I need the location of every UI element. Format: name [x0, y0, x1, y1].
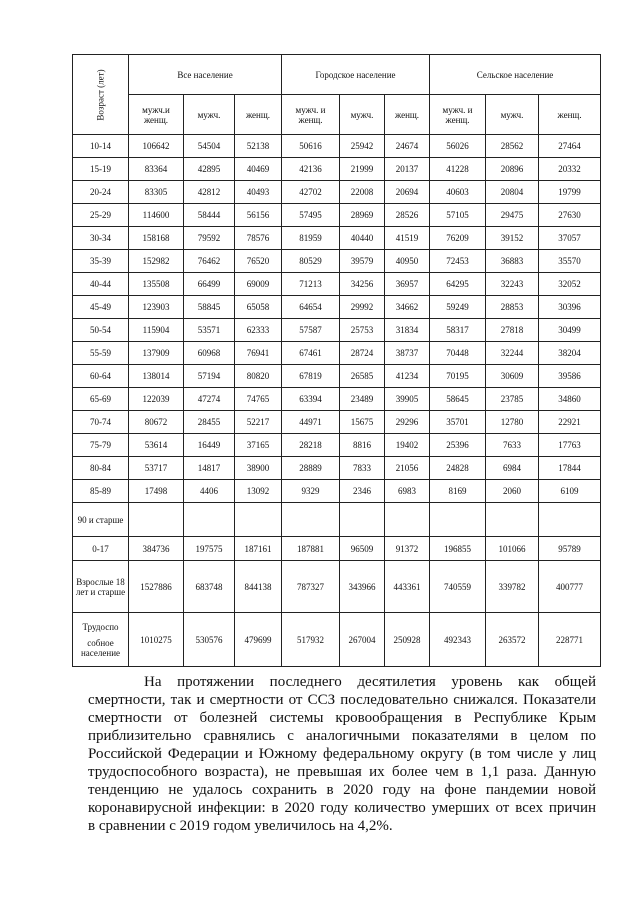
table-cell: 343966 — [340, 561, 385, 613]
table-cell: 21999 — [340, 158, 385, 181]
table-cell: 80672 — [129, 411, 184, 434]
table-cell: 56156 — [235, 204, 282, 227]
table-cell: 1010275 — [129, 613, 184, 667]
age-column-header — [73, 55, 129, 135]
table-cell: 40603 — [430, 181, 486, 204]
table-cell: 80820 — [235, 365, 282, 388]
row-label: 60-64 — [73, 365, 129, 388]
table-cell: 197575 — [184, 537, 235, 561]
table-cell: 479699 — [235, 613, 282, 667]
table-row — [73, 158, 601, 181]
table-cell: 32243 — [486, 273, 539, 296]
table-cell: 38204 — [539, 342, 601, 365]
table-cell: 30609 — [486, 365, 539, 388]
table-cell: 263572 — [486, 613, 539, 667]
table-cell: 17498 — [129, 480, 184, 503]
table-cell: 196855 — [430, 537, 486, 561]
table-cell: 40950 — [385, 250, 430, 273]
subheader: мужч.и женщ. — [129, 95, 184, 135]
table-cell: 228771 — [539, 613, 601, 667]
table-cell: 22921 — [539, 411, 601, 434]
table-cell: 40469 — [235, 158, 282, 181]
table-cell: 21056 — [385, 457, 430, 480]
table-cell: 27464 — [539, 135, 601, 158]
table-row — [73, 434, 601, 457]
row-label: 0-17 — [73, 537, 129, 561]
row-label-top: Трудоспо — [82, 621, 119, 632]
table-cell: 57105 — [430, 204, 486, 227]
table-cell: 50616 — [282, 135, 340, 158]
table-cell: 35570 — [539, 250, 601, 273]
row-label: 15-19 — [73, 158, 129, 181]
table-cell: 41228 — [430, 158, 486, 181]
row-label: 20-24 — [73, 181, 129, 204]
subheader: женщ. — [235, 95, 282, 135]
table-cell: 28724 — [340, 342, 385, 365]
row-label: 70-74 — [73, 411, 129, 434]
table-cell: 9329 — [282, 480, 340, 503]
table-cell: 2060 — [486, 480, 539, 503]
table-row-working-age — [73, 613, 601, 667]
empty-cell — [385, 503, 430, 537]
table-row — [73, 342, 601, 365]
group-header-all: Все население — [129, 55, 282, 95]
table-cell: 38900 — [235, 457, 282, 480]
table-cell: 7833 — [340, 457, 385, 480]
table-cell: 91372 — [385, 537, 430, 561]
table-cell: 40440 — [340, 227, 385, 250]
table-cell: 62333 — [235, 319, 282, 342]
subheader: мужч. и женщ. — [282, 95, 340, 135]
table-cell: 15675 — [340, 411, 385, 434]
table-cell: 339782 — [486, 561, 539, 613]
table-cell: 20694 — [385, 181, 430, 204]
paragraph-line: в сравнении с 2019 годом увеличилось на 4,2%. — [88, 818, 393, 834]
table-cell: 78576 — [235, 227, 282, 250]
table-cell: 106642 — [129, 135, 184, 158]
table-cell: 6984 — [486, 457, 539, 480]
paragraph-line: тенденцию не удалось сохранить в 2020 году на фоне пандемии новой — [88, 782, 596, 798]
table-cell: 36883 — [486, 250, 539, 273]
table-cell: 53571 — [184, 319, 235, 342]
table-row-0-17 — [73, 537, 601, 561]
table-cell: 26585 — [340, 365, 385, 388]
table-cell: 42136 — [282, 158, 340, 181]
table-cell: 83305 — [129, 181, 184, 204]
table-cell: 27818 — [486, 319, 539, 342]
age-header-label: Возраст (лет) — [95, 68, 106, 121]
header-row-groups — [73, 55, 601, 95]
table-cell: 28218 — [282, 434, 340, 457]
row-label — [73, 613, 129, 667]
table-cell: 41234 — [385, 365, 430, 388]
row-label: 30-34 — [73, 227, 129, 250]
subheader: мужч. — [184, 95, 235, 135]
table-cell: 7633 — [486, 434, 539, 457]
table-cell: 17844 — [539, 457, 601, 480]
table-cell: 63394 — [282, 388, 340, 411]
empty-cell — [430, 503, 486, 537]
empty-cell — [486, 503, 539, 537]
table-cell: 58444 — [184, 204, 235, 227]
table-cell: 52217 — [235, 411, 282, 434]
table-cell: 250928 — [385, 613, 430, 667]
table-cell: 517932 — [282, 613, 340, 667]
table-row — [73, 365, 601, 388]
table-cell: 42702 — [282, 181, 340, 204]
row-label: 65-69 — [73, 388, 129, 411]
table-cell: 64295 — [430, 273, 486, 296]
table-cell: 187881 — [282, 537, 340, 561]
table-row-adults — [73, 561, 601, 613]
table-cell: 42895 — [184, 158, 235, 181]
table-cell: 16449 — [184, 434, 235, 457]
table-cell: 96509 — [340, 537, 385, 561]
table-cell: 64654 — [282, 296, 340, 319]
table-row — [73, 319, 601, 342]
table-cell: 58645 — [430, 388, 486, 411]
table-cell: 28455 — [184, 411, 235, 434]
paragraph-line: коронавирусной инфекции: в 2020 году количество умерших от всех причин — [88, 800, 596, 816]
table-cell: 19402 — [385, 434, 430, 457]
table-cell: 25753 — [340, 319, 385, 342]
table-cell: 20804 — [486, 181, 539, 204]
table-cell: 19799 — [539, 181, 601, 204]
table-cell: 80529 — [282, 250, 340, 273]
row-label: 50-54 — [73, 319, 129, 342]
empty-cell — [282, 503, 340, 537]
paragraph-line: смертности от болезней системы кровообращения в Республике Крым — [88, 710, 596, 726]
table-cell: 384736 — [129, 537, 184, 561]
table-row — [73, 273, 601, 296]
table-cell: 740559 — [430, 561, 486, 613]
table-cell: 34256 — [340, 273, 385, 296]
table-cell: 57495 — [282, 204, 340, 227]
table-cell: 2346 — [340, 480, 385, 503]
table-cell: 844138 — [235, 561, 282, 613]
row-label: 75-79 — [73, 434, 129, 457]
table-cell: 25396 — [430, 434, 486, 457]
row-label: 80-84 — [73, 457, 129, 480]
table-cell: 8169 — [430, 480, 486, 503]
table-cell: 54504 — [184, 135, 235, 158]
subheader: мужч. — [340, 95, 385, 135]
table-cell: 683748 — [184, 561, 235, 613]
table-cell: 14817 — [184, 457, 235, 480]
table-cell: 39152 — [486, 227, 539, 250]
table-cell: 115904 — [129, 319, 184, 342]
table-cell: 13092 — [235, 480, 282, 503]
table-cell: 32244 — [486, 342, 539, 365]
empty-cell — [340, 503, 385, 537]
table-cell: 32052 — [539, 273, 601, 296]
table-cell: 40493 — [235, 181, 282, 204]
table-cell: 29992 — [340, 296, 385, 319]
table-cell: 20896 — [486, 158, 539, 181]
table-cell: 158168 — [129, 227, 184, 250]
table-cell: 122039 — [129, 388, 184, 411]
table-cell: 58845 — [184, 296, 235, 319]
paragraph-line: На протяжении последнего десятилетия уровень как общей — [144, 674, 596, 690]
group-header-urban: Городское население — [282, 55, 430, 95]
table-cell: 71213 — [282, 273, 340, 296]
table-cell: 6109 — [539, 480, 601, 503]
table-cell: 28969 — [340, 204, 385, 227]
table-cell: 58317 — [430, 319, 486, 342]
table-cell: 72453 — [430, 250, 486, 273]
table-cell: 52138 — [235, 135, 282, 158]
table-row — [73, 480, 601, 503]
row-label: 35-39 — [73, 250, 129, 273]
body-paragraph — [88, 673, 596, 835]
header-row-sex — [73, 95, 601, 135]
subheader: женщ. — [385, 95, 430, 135]
table-cell: 29475 — [486, 204, 539, 227]
table-cell: 76520 — [235, 250, 282, 273]
table-cell: 39586 — [539, 365, 601, 388]
table-cell: 23785 — [486, 388, 539, 411]
table-row — [73, 457, 601, 480]
table-cell: 4406 — [184, 480, 235, 503]
table-cell: 37165 — [235, 434, 282, 457]
table-cell: 28853 — [486, 296, 539, 319]
row-label: 45-49 — [73, 296, 129, 319]
table-cell: 38737 — [385, 342, 430, 365]
row-label-bottom: собное население — [80, 637, 121, 658]
paragraph-line: Российской Федерации и Южному федеральному округу (в том числе у лиц — [88, 746, 596, 762]
table-cell: 187161 — [235, 537, 282, 561]
table-cell: 56026 — [430, 135, 486, 158]
row-label: 90 и старше — [73, 503, 129, 537]
table-cell: 65058 — [235, 296, 282, 319]
table-cell: 95789 — [539, 537, 601, 561]
subheader: женщ. — [539, 95, 601, 135]
table-row — [73, 388, 601, 411]
paragraph-line: смертности, так и смертности от ССЗ последовательно снижался. Показатели — [88, 692, 596, 708]
table-cell: 30396 — [539, 296, 601, 319]
table-cell: 39579 — [340, 250, 385, 273]
table-cell: 28526 — [385, 204, 430, 227]
table-row — [73, 250, 601, 273]
table-cell: 70448 — [430, 342, 486, 365]
group-header-rural: Сельское население — [430, 55, 601, 95]
table-cell: 67461 — [282, 342, 340, 365]
table-cell: 29296 — [385, 411, 430, 434]
paragraph-line: приблизительно сравнялись с аналогичными показателями в целом по — [88, 728, 596, 744]
table-row — [73, 227, 601, 250]
population-table — [72, 54, 601, 667]
empty-cell — [129, 503, 184, 537]
table-cell: 36957 — [385, 273, 430, 296]
table-row-90-plus — [73, 503, 601, 537]
table-row — [73, 204, 601, 227]
table-cell: 25942 — [340, 135, 385, 158]
table-cell: 53614 — [129, 434, 184, 457]
table-cell: 67819 — [282, 365, 340, 388]
table-cell: 8816 — [340, 434, 385, 457]
row-label: 10-14 — [73, 135, 129, 158]
table-cell: 30499 — [539, 319, 601, 342]
table-cell: 443361 — [385, 561, 430, 613]
table-row — [73, 296, 601, 319]
table-cell: 79592 — [184, 227, 235, 250]
table-cell: 12780 — [486, 411, 539, 434]
table-cell: 28889 — [282, 457, 340, 480]
table-cell: 267004 — [340, 613, 385, 667]
table-cell: 530576 — [184, 613, 235, 667]
table-cell: 53717 — [129, 457, 184, 480]
table-cell: 22008 — [340, 181, 385, 204]
table-cell: 47274 — [184, 388, 235, 411]
table-cell: 6983 — [385, 480, 430, 503]
table-cell: 123903 — [129, 296, 184, 319]
row-label: 55-59 — [73, 342, 129, 365]
table-cell: 42812 — [184, 181, 235, 204]
row-label: Взрослые 18 лет и старше — [73, 561, 129, 613]
table-cell: 31834 — [385, 319, 430, 342]
table-cell: 492343 — [430, 613, 486, 667]
table-cell: 27630 — [539, 204, 601, 227]
table-cell: 37057 — [539, 227, 601, 250]
table-cell: 44971 — [282, 411, 340, 434]
row-label: 25-29 — [73, 204, 129, 227]
table-cell: 20137 — [385, 158, 430, 181]
table-cell: 17763 — [539, 434, 601, 457]
table-cell: 101066 — [486, 537, 539, 561]
table-cell: 138014 — [129, 365, 184, 388]
table-cell: 24674 — [385, 135, 430, 158]
table-cell: 57194 — [184, 365, 235, 388]
table-cell: 76209 — [430, 227, 486, 250]
table-cell: 34662 — [385, 296, 430, 319]
table-cell: 137909 — [129, 342, 184, 365]
table-cell: 83364 — [129, 158, 184, 181]
table-cell: 35701 — [430, 411, 486, 434]
table-cell: 59249 — [430, 296, 486, 319]
table-cell: 70195 — [430, 365, 486, 388]
empty-cell — [184, 503, 235, 537]
table-cell: 60968 — [184, 342, 235, 365]
table-cell: 28562 — [486, 135, 539, 158]
subheader: мужч. — [486, 95, 539, 135]
table-row — [73, 411, 601, 434]
table-row — [73, 135, 601, 158]
table-cell: 135508 — [129, 273, 184, 296]
table-cell: 400777 — [539, 561, 601, 613]
table-cell: 1527886 — [129, 561, 184, 613]
table-cell: 34860 — [539, 388, 601, 411]
table-cell: 66499 — [184, 273, 235, 296]
table-cell: 39905 — [385, 388, 430, 411]
empty-cell — [235, 503, 282, 537]
table-cell: 152982 — [129, 250, 184, 273]
row-label: 40-44 — [73, 273, 129, 296]
table-cell: 74765 — [235, 388, 282, 411]
table-cell: 81959 — [282, 227, 340, 250]
table-cell: 76462 — [184, 250, 235, 273]
table-cell: 41519 — [385, 227, 430, 250]
table-cell: 57587 — [282, 319, 340, 342]
subheader: мужч. и женщ. — [430, 95, 486, 135]
table-row — [73, 181, 601, 204]
empty-cell — [539, 503, 601, 537]
paragraph-line: трудоспособного возраста), не превышая их более чем в 1,1 раза. Данную — [88, 764, 596, 780]
row-label: 85-89 — [73, 480, 129, 503]
table-cell: 69009 — [235, 273, 282, 296]
table-cell: 20332 — [539, 158, 601, 181]
table-cell: 23489 — [340, 388, 385, 411]
table-cell: 114600 — [129, 204, 184, 227]
table-cell: 24828 — [430, 457, 486, 480]
table-cell: 76941 — [235, 342, 282, 365]
table-cell: 787327 — [282, 561, 340, 613]
